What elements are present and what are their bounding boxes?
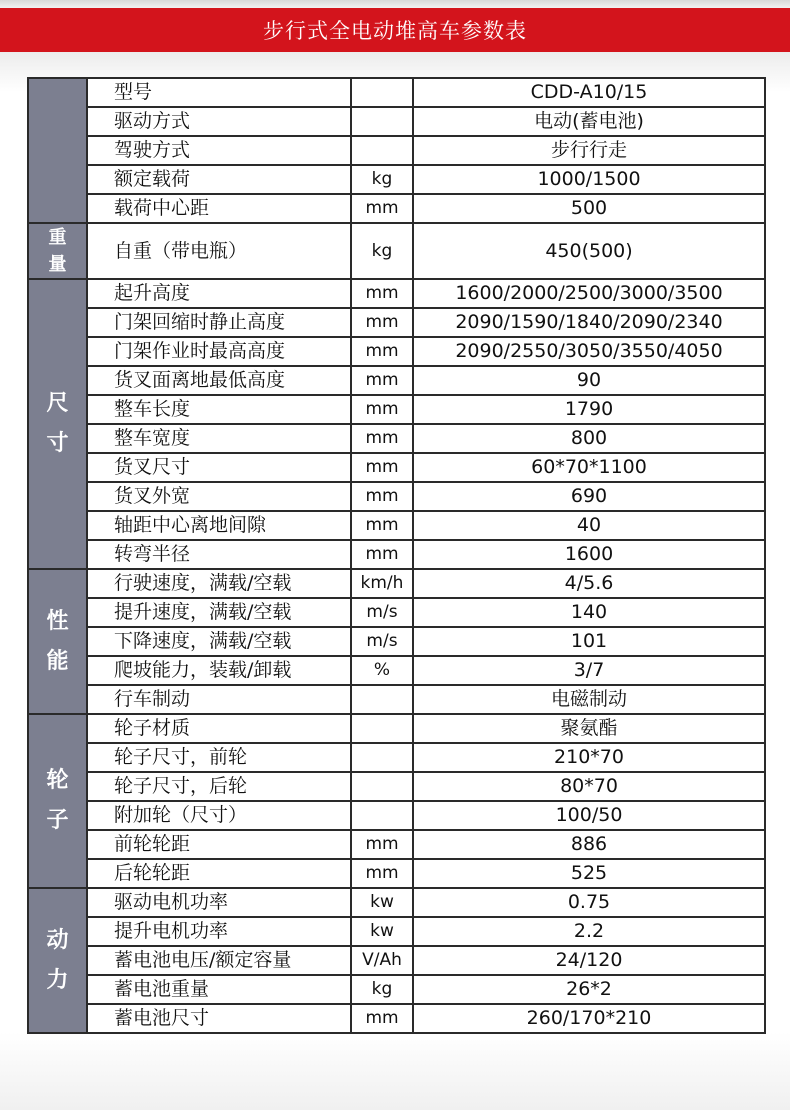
table-row [28, 801, 765, 830]
unit-cell: mm [351, 424, 413, 453]
spec-table [27, 77, 766, 1034]
table-row [28, 772, 765, 801]
table-row [28, 540, 765, 569]
param-name-cell: 轮子尺寸，前轮 [87, 743, 351, 772]
table-row [28, 107, 765, 136]
value-cell: 100/50 [413, 801, 765, 830]
table-row [28, 1004, 765, 1033]
value-cell: 886 [413, 830, 765, 859]
unit-cell: m/s [351, 627, 413, 656]
unit-cell [351, 772, 413, 801]
value-cell: 1600 [413, 540, 765, 569]
value-cell: 450(500) [413, 223, 765, 279]
table-row [28, 598, 765, 627]
value-cell: 步行行走 [413, 136, 765, 165]
param-name-cell: 轮子材质 [87, 714, 351, 743]
value-cell: 4/5.6 [413, 569, 765, 598]
unit-cell: % [351, 656, 413, 685]
param-name-cell: 整车长度 [87, 395, 351, 424]
value-cell: 210*70 [413, 743, 765, 772]
value-cell: CDD-A10/15 [413, 78, 765, 107]
value-cell: 1600/2000/2500/3000/3500 [413, 279, 765, 308]
table-row [28, 859, 765, 888]
unit-cell: mm [351, 453, 413, 482]
unit-cell: mm [351, 337, 413, 366]
param-name-cell: 下降速度，满载/空载 [87, 627, 351, 656]
category-cell [28, 223, 87, 279]
unit-cell: mm [351, 308, 413, 337]
category-cell [28, 888, 87, 1033]
spec-table-body [28, 78, 765, 1033]
table-row [28, 714, 765, 743]
param-name-cell: 爬坡能力，装载/卸载 [87, 656, 351, 685]
param-name-cell: 提升速度，满载/空载 [87, 598, 351, 627]
title-banner [0, 8, 790, 52]
value-cell: 260/170*210 [413, 1004, 765, 1033]
unit-cell: kg [351, 165, 413, 194]
unit-cell: km/h [351, 569, 413, 598]
table-row [28, 223, 765, 279]
unit-cell: V/Ah [351, 946, 413, 975]
unit-cell: kg [351, 223, 413, 279]
unit-cell: kw [351, 888, 413, 917]
category-cell [28, 279, 87, 569]
table-row [28, 194, 765, 223]
param-name-cell: 蓄电池电压/额定容量 [87, 946, 351, 975]
param-name-cell: 载荷中心距 [87, 194, 351, 223]
value-cell: 2.2 [413, 917, 765, 946]
category-cell [28, 714, 87, 888]
category-cell [28, 569, 87, 714]
value-cell: 525 [413, 859, 765, 888]
value-cell: 101 [413, 627, 765, 656]
unit-cell [351, 801, 413, 830]
table-row [28, 279, 765, 308]
table-row [28, 395, 765, 424]
param-name-cell: 货叉面离地最低高度 [87, 366, 351, 395]
page-title: 步行式全电动堆高车参数表 [263, 19, 527, 43]
unit-cell: mm [351, 1004, 413, 1033]
param-name-cell: 驱动电机功率 [87, 888, 351, 917]
category-label: 尺寸 [46, 391, 69, 456]
value-cell: 500 [413, 194, 765, 223]
param-name-cell: 整车宽度 [87, 424, 351, 453]
unit-cell: kg [351, 975, 413, 1004]
unit-cell [351, 107, 413, 136]
param-name-cell: 驾驶方式 [87, 136, 351, 165]
param-name-cell: 行车制动 [87, 685, 351, 714]
table-row [28, 975, 765, 1004]
value-cell: 140 [413, 598, 765, 627]
unit-cell [351, 78, 413, 107]
value-cell: 60*70*1100 [413, 453, 765, 482]
table-row [28, 366, 765, 395]
value-cell: 1000/1500 [413, 165, 765, 194]
param-name-cell: 轴距中心离地间隙 [87, 511, 351, 540]
table-row [28, 656, 765, 685]
unit-cell: mm [351, 859, 413, 888]
unit-cell: mm [351, 279, 413, 308]
param-name-cell: 转弯半径 [87, 540, 351, 569]
value-cell: 90 [413, 366, 765, 395]
table-row [28, 685, 765, 714]
table-row [28, 78, 765, 107]
top-shade [0, 0, 790, 8]
table-row [28, 511, 765, 540]
table-row [28, 482, 765, 511]
unit-cell: kw [351, 917, 413, 946]
param-name-cell: 额定载荷 [87, 165, 351, 194]
unit-cell [351, 743, 413, 772]
unit-cell: mm [351, 194, 413, 223]
param-name-cell: 自重（带电瓶） [87, 223, 351, 279]
table-row [28, 917, 765, 946]
param-name-cell: 起升高度 [87, 279, 351, 308]
table-row [28, 946, 765, 975]
table-row [28, 453, 765, 482]
category-label: 动力 [46, 927, 69, 993]
unit-cell [351, 685, 413, 714]
table-row [28, 888, 765, 917]
value-cell: 40 [413, 511, 765, 540]
param-name-cell: 提升电机功率 [87, 917, 351, 946]
param-name-cell: 行驶速度，满载/空载 [87, 569, 351, 598]
unit-cell: mm [351, 540, 413, 569]
param-name-cell: 蓄电池重量 [87, 975, 351, 1004]
value-cell: 26*2 [413, 975, 765, 1004]
value-cell: 3/7 [413, 656, 765, 685]
value-cell: 0.75 [413, 888, 765, 917]
value-cell: 24/120 [413, 946, 765, 975]
param-name-cell: 蓄电池尺寸 [87, 1004, 351, 1033]
category-cell [28, 78, 87, 223]
category-label: 性能 [46, 608, 69, 674]
value-cell: 2090/1590/1840/2090/2340 [413, 308, 765, 337]
table-row [28, 165, 765, 194]
param-name-cell: 后轮轮距 [87, 859, 351, 888]
value-cell: 80*70 [413, 772, 765, 801]
param-name-cell: 附加轮（尺寸） [87, 801, 351, 830]
table-row [28, 308, 765, 337]
table-row [28, 627, 765, 656]
category-label: 轮子 [46, 768, 69, 833]
param-name-cell: 门架作业时最高高度 [87, 337, 351, 366]
unit-cell: mm [351, 830, 413, 859]
param-name-cell: 货叉尺寸 [87, 453, 351, 482]
unit-cell: mm [351, 395, 413, 424]
param-name-cell: 前轮轮距 [87, 830, 351, 859]
value-cell: 800 [413, 424, 765, 453]
table-row [28, 830, 765, 859]
unit-cell: mm [351, 366, 413, 395]
value-cell: 电磁制动 [413, 685, 765, 714]
value-cell: 2090/2550/3050/3550/4050 [413, 337, 765, 366]
unit-cell [351, 714, 413, 743]
value-cell: 690 [413, 482, 765, 511]
param-name-cell: 轮子尺寸，后轮 [87, 772, 351, 801]
unit-cell: mm [351, 482, 413, 511]
category-label: 重量 [48, 227, 67, 275]
table-row [28, 136, 765, 165]
unit-cell [351, 136, 413, 165]
value-cell: 电动(蓄电池) [413, 107, 765, 136]
param-name-cell: 门架回缩时静止高度 [87, 308, 351, 337]
param-name-cell: 驱动方式 [87, 107, 351, 136]
table-row [28, 337, 765, 366]
param-name-cell: 货叉外宽 [87, 482, 351, 511]
unit-cell: m/s [351, 598, 413, 627]
table-row [28, 743, 765, 772]
table-row [28, 424, 765, 453]
value-cell: 聚氨酯 [413, 714, 765, 743]
param-name-cell: 型号 [87, 78, 351, 107]
table-row [28, 569, 765, 598]
value-cell: 1790 [413, 395, 765, 424]
unit-cell: mm [351, 511, 413, 540]
